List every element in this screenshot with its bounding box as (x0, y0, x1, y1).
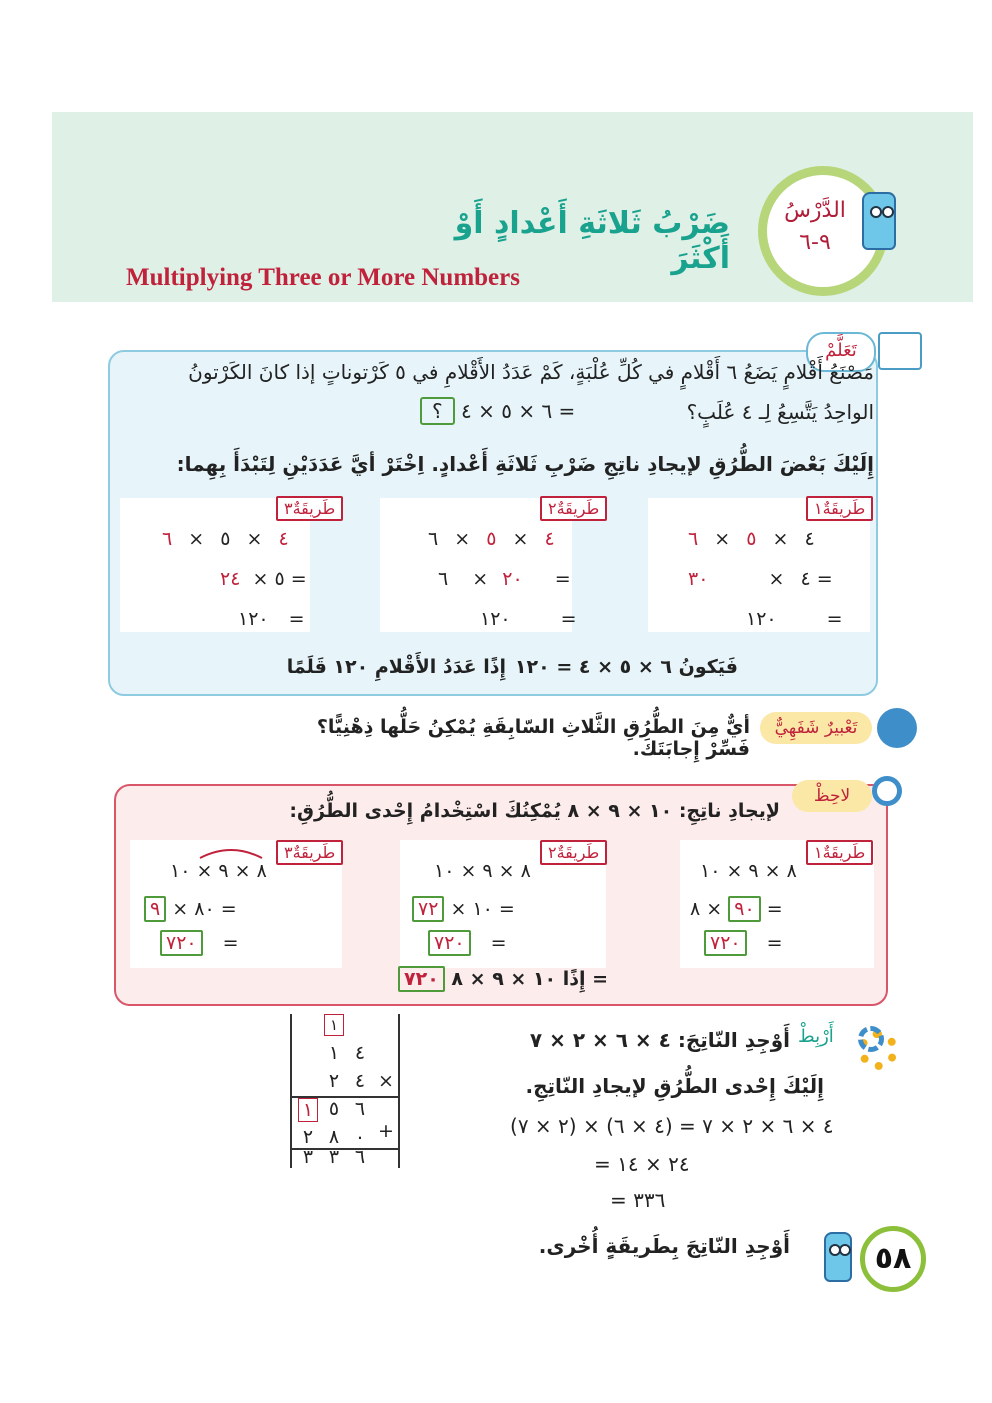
digit: ٨ (328, 1126, 340, 1148)
problem-line-1: مَصْنَعُ أَقْلامٍ يَضَعُ ٦ أَقْلامٍ في كُلِّ عُلْبَةٍ، كَمْ عَدَدُ الأَقْلامِ في ٥ كَرْتوناتٍ إذا كانَ الكَرْتونُ (188, 360, 874, 384)
m2-r2-a: ٢٠ (502, 568, 523, 590)
small-gear-icon (858, 1026, 884, 1052)
m1-r2-b: ٣٠ (688, 568, 709, 590)
connect-task: أَوْجِدِ النّاتِجَ: ٤ × ٦ × ٢ × ٧ (529, 1028, 790, 1052)
m1-result: ١٢٠ (746, 608, 777, 630)
mascot-icon (824, 1232, 852, 1282)
notice-m1-result-box: ٧٢٠ (704, 930, 747, 956)
digit: ٥ (328, 1098, 340, 1120)
method-2-tag: طَريقَةٌ٢ (540, 496, 607, 521)
notice-m2-row-3 (428, 930, 507, 956)
method-2-row-1 (428, 528, 555, 550)
learn-conclusion-answer: إِذًا عَدَدُ الأَقْلامِ ١٢٠ قَلَمًا (286, 656, 506, 678)
lesson-title-english: Multiplying Three or More Numbers (126, 264, 520, 291)
notice-m2-expression: ٨ × ٩ × ١٠ (434, 860, 531, 882)
methods-intro: إِلَيْكَ بَعْضَ الطُّرُقِ لإيجادِ ناتِجِ ضَرْبِ ثَلاثَةِ أَعْدادٍ. اِخْتَرْ أيَّ عَدَدَيْنِ لِتَبْدَأَ بِهِما: (176, 452, 874, 476)
notice-m1-expression: ٨ × ٩ × ١٠ (700, 860, 797, 882)
times-sign: × (772, 528, 789, 550)
notice-m3-result-box: ٧٢٠ (160, 930, 203, 956)
learn-conclusion-equation: فَيَكونُ ٦ × ٥ × ٤ = ١٢٠ (514, 656, 738, 678)
times-sign: × (454, 528, 471, 550)
step-1-text: ٤ × ٦ × ٢ × ٧ = (٤ × ٦) × (٢ × ٧) (510, 1114, 834, 1138)
problem-equation (420, 397, 575, 425)
equals-sign: = (766, 898, 783, 920)
learn-label: تَعَلَّمْ (806, 332, 876, 372)
notice-conclusion (398, 966, 608, 992)
notice-m2-row-2 (412, 896, 515, 922)
digit: ٤ (354, 1070, 366, 1092)
times-sign: × (768, 568, 785, 590)
method-2-row-2 (438, 568, 571, 590)
times-sign: × (252, 568, 269, 590)
digit: ٠ (354, 1126, 366, 1148)
connect-step-2 (594, 1152, 690, 1176)
equals-sign: = (560, 608, 577, 630)
equals-sign: = (288, 608, 305, 630)
lesson-title-arabic: ضَرْبُ ثَلاثَةِ أَعْدادٍ أَوْ أَكْثَرَ (454, 206, 730, 276)
equals-sign: = (490, 932, 507, 954)
connect-label: أَرْبِطْ (798, 1026, 834, 1047)
digit: ٣ (328, 1146, 340, 1168)
method-1-tag: طَريقَةٌ١ (806, 496, 873, 521)
m3-r2-a: ٥ (274, 568, 285, 590)
times-sign: × (378, 1070, 394, 1092)
method-3-tag: طَريقَةٌ٣ (276, 496, 343, 521)
times-sign: × (714, 528, 731, 550)
digit: ١ (328, 1042, 340, 1064)
m2-r2-b: ٦ (438, 568, 449, 590)
notice-m1-row-3 (704, 930, 783, 956)
times-sign: × (512, 528, 529, 550)
notice-m3-row-3 (160, 930, 239, 956)
notice-m3-expression: ٨ × ٩ × ١٠ (170, 860, 267, 882)
column-multiplication (290, 1014, 400, 1168)
book-icon (878, 332, 922, 370)
answer-box: ؟ (420, 397, 455, 425)
digit: ٦ (354, 1098, 366, 1120)
notice-intro: لإيجادِ ناتِجِ: ١٠ × ٩ × ٨ يُمْكِنُكَ اسْتِخْدامُ إِحْدى الطُّرُقِ: (289, 800, 780, 822)
page-number: ٥٨ (860, 1226, 926, 1292)
m1-num-c: ٦ (688, 528, 699, 550)
method-1-row-2 (688, 568, 833, 590)
connect-intro: إِلَيْكَ إِحْدى الطُّرُقِ لإيجادِ النّاتِجِ. (525, 1074, 824, 1098)
times-sign: × (472, 568, 489, 590)
m2-num-a: ٤ (544, 528, 555, 550)
carry-digit: ١ (324, 1014, 344, 1036)
notice-m3-r2-box: ٩ (144, 896, 166, 922)
equals-sign: = (222, 932, 239, 954)
equals-sign: = (554, 568, 571, 590)
digit: ٢ (302, 1126, 314, 1148)
m1-num-b: ٥ (746, 528, 757, 550)
notice-m2-r2-box: ٧٢ (412, 896, 444, 922)
method-3-row-2 (220, 568, 307, 590)
notice-m1-row-1 (700, 860, 797, 882)
digit: ٦ (354, 1146, 366, 1168)
times-sign: × (188, 528, 205, 550)
notice-conclusion-box: ٧٢٠ (398, 966, 445, 992)
digit: ٢ (328, 1070, 340, 1092)
magnifier-icon (872, 776, 902, 806)
m2-num-b: ٥ (486, 528, 497, 550)
notice-m3-row-2 (144, 896, 237, 922)
lesson-word: الدَّرْسُ (784, 198, 846, 223)
method-3-row-1 (162, 528, 289, 550)
m3-num-b: ٥ (220, 528, 231, 550)
notice-m2-row-1 (434, 860, 531, 882)
m1-num-a: ٤ (804, 528, 815, 550)
method-1-row-3 (746, 608, 843, 630)
step-2-text: = ٢٤ × ١٤ (594, 1152, 690, 1176)
plus-sign: + (378, 1120, 394, 1142)
m3-num-a: ٤ (278, 528, 289, 550)
times-sign: × (246, 528, 263, 550)
oral-question: أيٌّ مِنَ الطُّرُقِ الثَّلاثِ السّابِقَةِ يُمْكِنُ حَلُّها ذِهْنِيًّا؟ فَسِّرْ إِجابَتَكَ. (316, 716, 750, 760)
m2-result: ١٢٠ (480, 608, 511, 630)
grouping-arc (196, 846, 266, 860)
method-1-row-1 (688, 528, 815, 550)
method-3-row-3 (238, 608, 305, 630)
notice-m2-result-box: ٧٢٠ (428, 930, 471, 956)
speaking-icon (877, 708, 917, 748)
notice-m1-r2-pre: ٨ × (690, 898, 723, 920)
equation-text: ٦ × ٥ × ٤ = (460, 399, 576, 423)
lesson-number: ٩-٦ (799, 230, 831, 255)
notice-conclusion-text: إِذًا ١٠ × ٩ × ٨ = (451, 968, 609, 990)
digit: ١ (298, 1098, 318, 1122)
equals-sign: = (290, 568, 307, 590)
m2-num-c: ٦ (428, 528, 439, 550)
equals-sign: = (766, 932, 783, 954)
digit: ٤ (354, 1042, 366, 1064)
connect-step-3 (610, 1188, 665, 1212)
m3-num-c: ٦ (162, 528, 173, 550)
problem-line-2: الواحِدُ يَتَّسِعُ لِـ ٤ عُلَبٍ؟ (686, 400, 874, 424)
connect-prompt: أَوْجِدِ النّاتِجَ بِطَريقَةٍ أُخْرى. (538, 1234, 790, 1258)
notice-method-3-tag: طَريقَةٌ٣ (276, 840, 343, 865)
notice-method-1-tag: طَريقَةٌ١ (806, 840, 873, 865)
notice-m1-r2-box: ٩٠ (728, 896, 760, 922)
connect-step-1 (510, 1114, 834, 1138)
notice-method-2-tag: طَريقَةٌ٢ (540, 840, 607, 865)
notice-m3-row-1 (170, 860, 267, 882)
notice-m1-row-2 (690, 896, 783, 922)
oral-expression-label: تَعْبيرٌ شَفَهِيٌّ (760, 712, 872, 744)
equals-sign: = (826, 608, 843, 630)
mascot-icon (862, 192, 896, 250)
notice-m2-r2-post: × ١٠ = (450, 898, 515, 920)
method-2-row-3 (480, 608, 577, 630)
m1-r2-a: ٤ (800, 568, 811, 590)
step-3-text: = ٣٣٦ (610, 1188, 666, 1212)
m3-result: ١٢٠ (238, 608, 269, 630)
equals-sign: = (816, 568, 833, 590)
notice-label: لاحِظْ (792, 780, 872, 812)
digit: ٣ (302, 1146, 314, 1168)
m3-r2-b: ٢٤ (220, 568, 241, 590)
notice-m3-r2-post: × ٨٠ = (172, 898, 237, 920)
